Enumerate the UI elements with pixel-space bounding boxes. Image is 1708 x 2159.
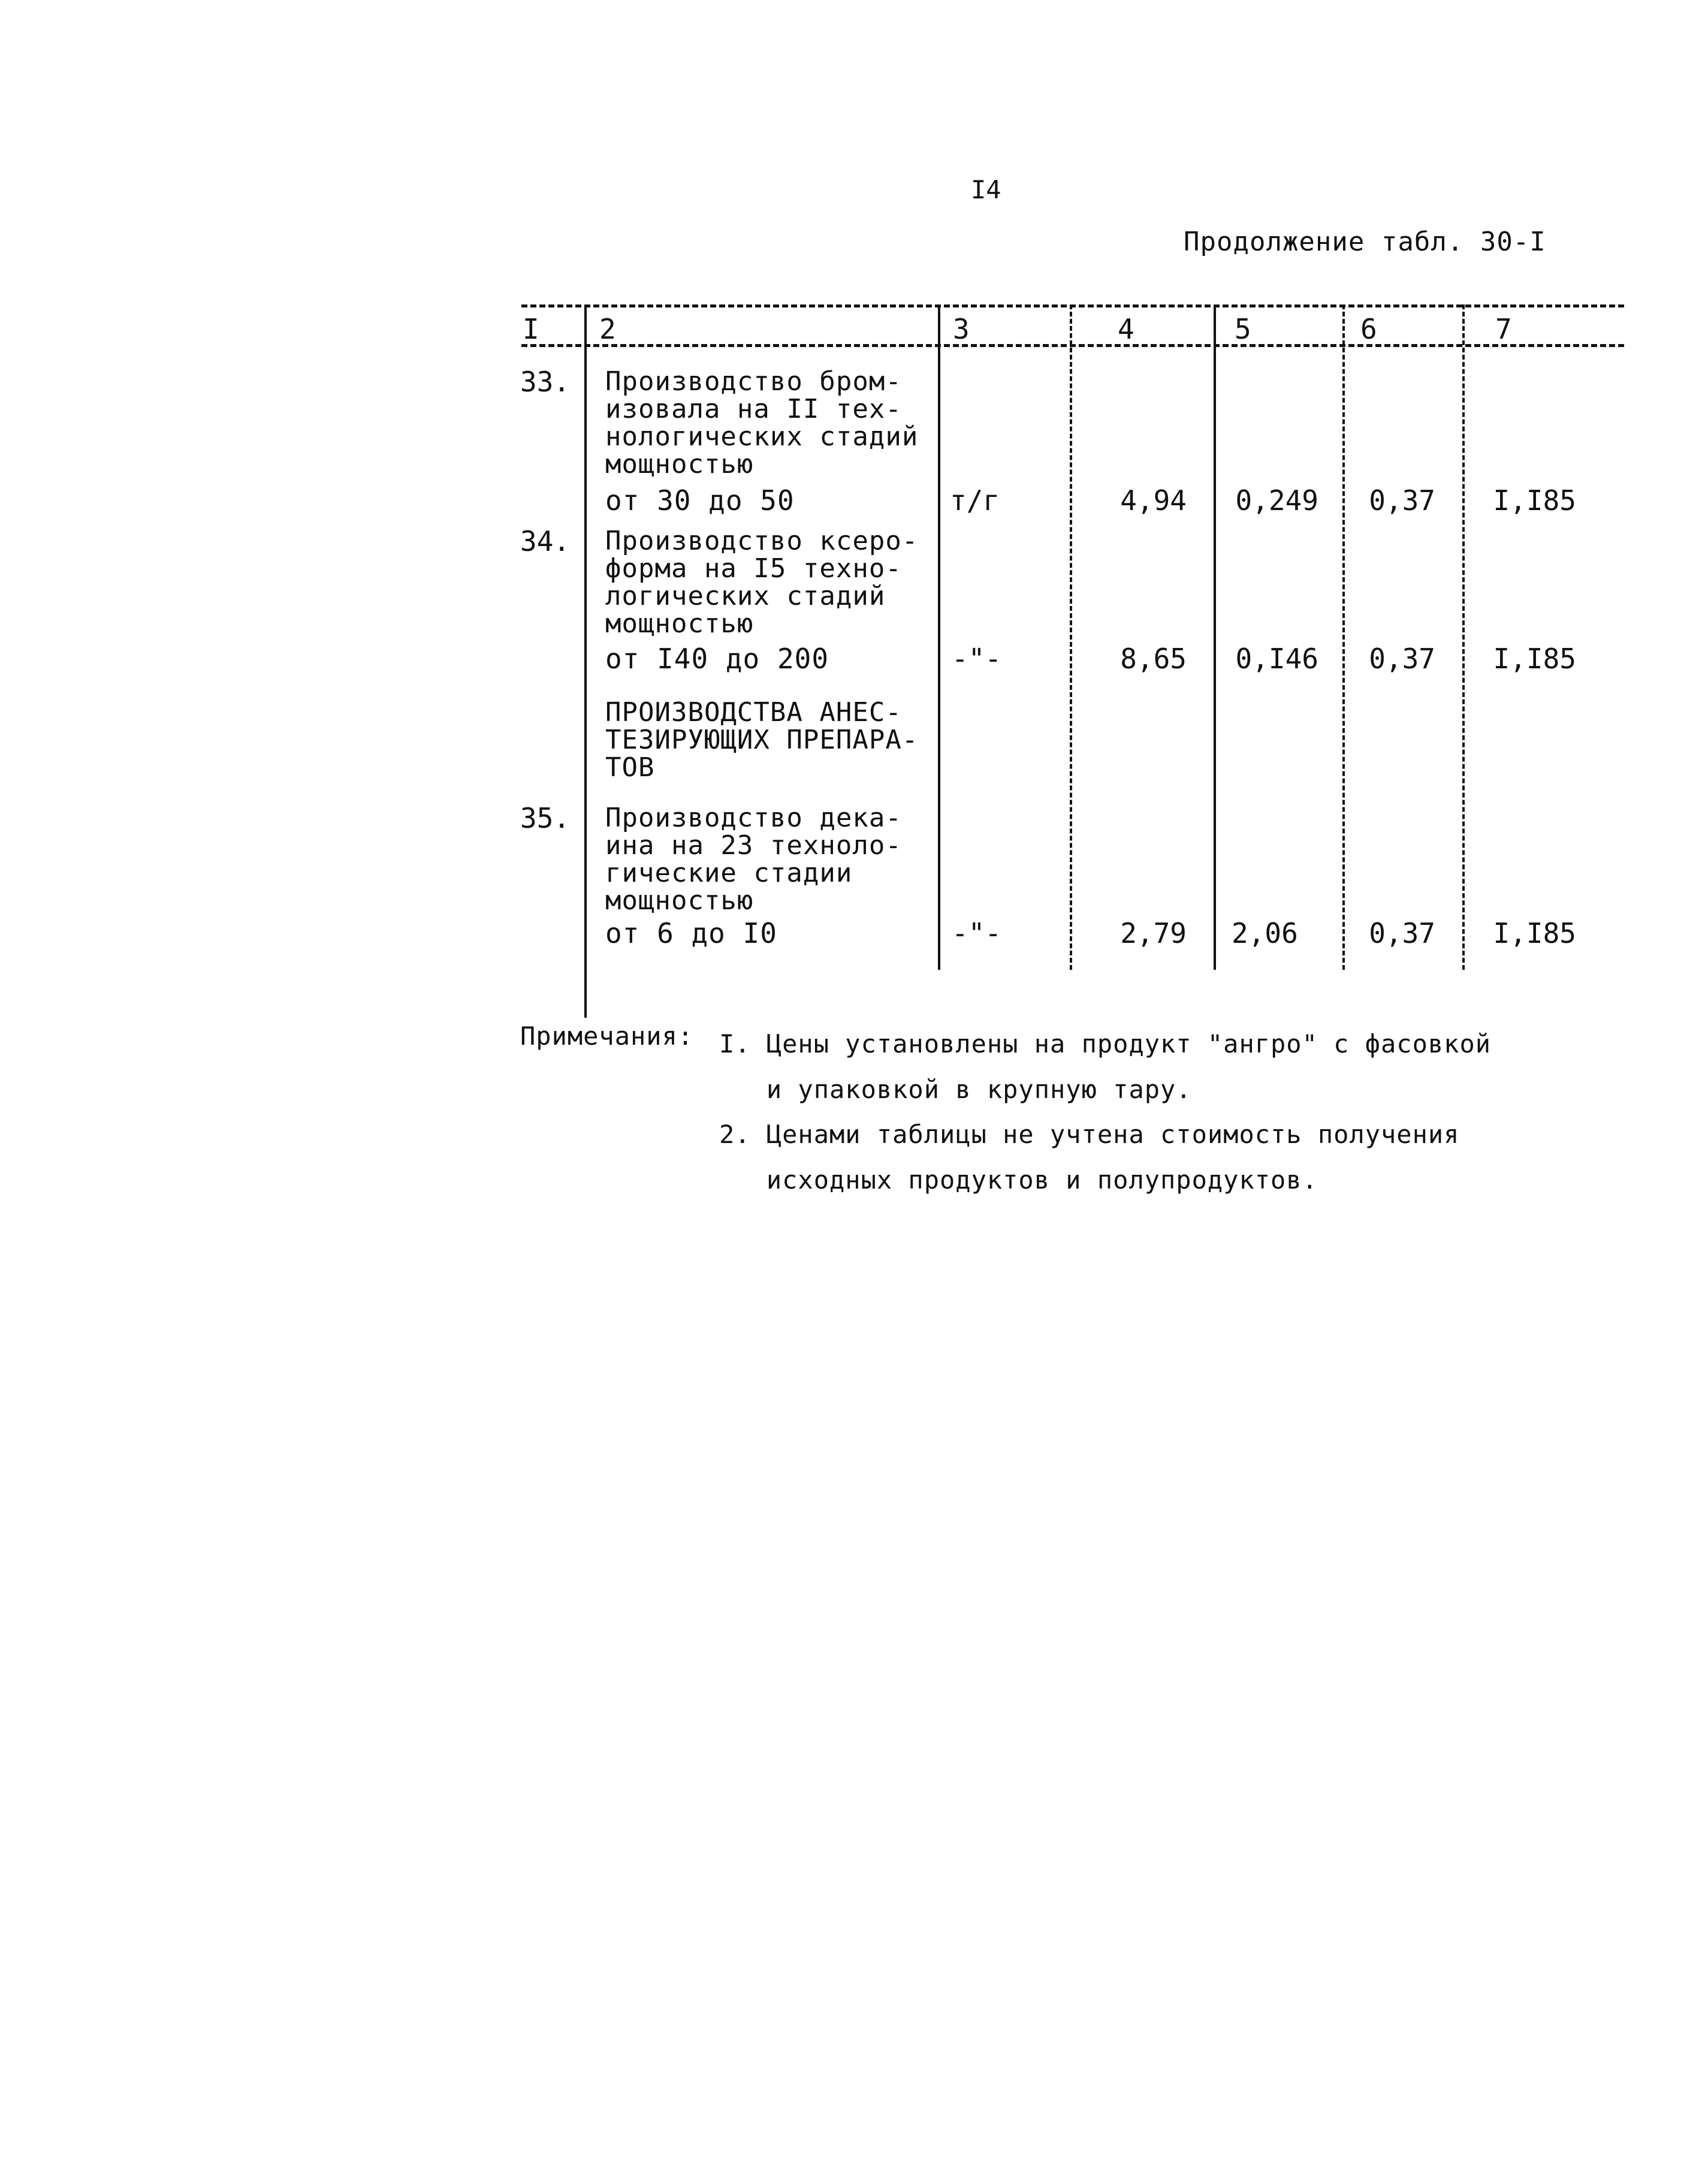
row-col7: I,I85 — [1493, 484, 1576, 517]
page-number: I4 — [971, 175, 1001, 204]
row-col4: 4,94 — [1120, 484, 1187, 517]
notes-label: Примечания: — [520, 1021, 694, 1051]
row-number: 34. — [520, 525, 571, 557]
row-col6: 0,37 — [1369, 484, 1435, 517]
note-item-2: 2. Ценами таблицы не учтена стоимость получения исходных продуктов и полупродуктов. — [719, 1120, 1460, 1195]
row-col7: I,I85 — [1493, 643, 1576, 675]
row-col4: 8,65 — [1120, 643, 1187, 675]
column-divider-1 — [584, 304, 587, 1018]
column-number-5: 5 — [1235, 313, 1251, 345]
row-unit: т/г — [950, 484, 1000, 517]
row-description: Производство дека- ина на 23 техноло- гические стадии мощностью — [605, 803, 902, 916]
column-number-4: 4 — [1118, 313, 1134, 345]
column-number-6: 6 — [1360, 313, 1377, 345]
note-item-1: I. Цены установлены на продукт "ангро" с фасовкой и упаковкой в крупную тару. — [719, 1029, 1492, 1104]
column-number-3: 3 — [953, 313, 970, 345]
row-col4: 2,79 — [1120, 917, 1187, 949]
row-col5: 2,06 — [1232, 917, 1298, 949]
row-number: 35. — [520, 802, 571, 834]
column-divider-2 — [938, 304, 940, 970]
column-divider-5 — [1342, 304, 1345, 970]
row-description: Производство бром- изовала на II тех- нологических стадий мощностью — [605, 366, 919, 480]
row-col6: 0,37 — [1369, 917, 1435, 949]
row-col5: 0,I46 — [1235, 643, 1318, 675]
column-number-1: I — [523, 313, 539, 345]
table-continuation-caption: Продолжение табл. 30-I — [1184, 227, 1546, 257]
row-unit: -"- — [952, 917, 1002, 949]
column-divider-3 — [1070, 304, 1072, 970]
row-description: Производство ксеро- форма на I5 техно- логических стадий мощностью — [605, 526, 919, 639]
row-unit: -"- — [952, 643, 1002, 675]
row-range: от I40 до 200 — [605, 643, 829, 675]
row-number: 33. — [520, 366, 571, 398]
table-top-rule — [521, 304, 1624, 307]
row-range: от 6 до I0 — [605, 917, 777, 949]
row-col6: 0,37 — [1369, 643, 1435, 675]
column-divider-4 — [1214, 304, 1216, 970]
row-col5: 0,249 — [1235, 484, 1318, 517]
section-heading: ПРОИЗВОДСТВА АНЕС- ТЕЗИРУЮЩИХ ПРЕПАРА- ТОВ — [605, 697, 919, 783]
table-header-rule — [521, 344, 1624, 347]
column-number-7: 7 — [1495, 313, 1512, 345]
column-number-2: 2 — [599, 313, 616, 345]
column-divider-6 — [1462, 304, 1465, 970]
row-range: от 30 до 50 — [605, 484, 795, 517]
row-col7: I,I85 — [1493, 917, 1576, 949]
